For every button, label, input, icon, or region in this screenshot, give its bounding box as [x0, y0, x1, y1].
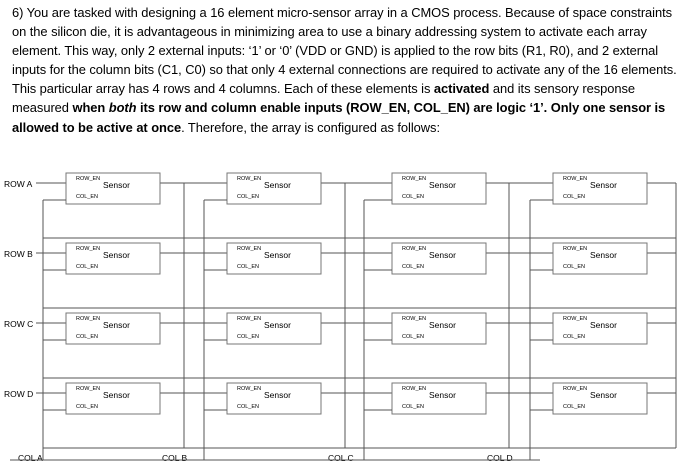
- row-label: ROW A: [4, 179, 33, 189]
- sensor-label: Sensor: [103, 180, 130, 190]
- row-en-label: ROW_EN: [76, 246, 101, 252]
- row-label: ROW B: [4, 249, 33, 259]
- question-text-1: 6) You are tasked with designing a 16 element micro-sensor array in a CMOS process. Because of space constraints on the silicon die, it is advantageous in minimizing area to use a binary addressing system to activate each array element. This way, only 2 external inputs: ‘1’ or ‘0’ (VDD or GND) is applied to the row bits (R1, R0), and 2 external inputs for the column bits (C1, C0) so that only 4 external connections are required to activate any of the 16 elements. This particular array has 4 rows and 4 columns. Each of these elements is: [12, 5, 677, 97]
- col-en-label: COL_EN: [402, 194, 425, 200]
- col-en-label: COL_EN: [563, 264, 586, 270]
- row-en-label: ROW_EN: [402, 176, 427, 182]
- sensor-array-diagram: [0, 170, 693, 469]
- row-en-label: ROW_EN: [402, 386, 427, 392]
- col-en-label: COL_EN: [563, 334, 586, 340]
- sensor-label: Sensor: [264, 180, 291, 190]
- sensor-label: Sensor: [264, 320, 291, 330]
- col-en-label: COL_EN: [237, 264, 260, 270]
- question-bold-condition: its row and column enable inputs (ROW_EN, COL_EN) are logic ‘1’. Only one sensor is allowed to be active at once: [12, 100, 666, 135]
- sensor-label: Sensor: [590, 320, 617, 330]
- row-en-label: ROW_EN: [402, 246, 427, 252]
- sensor-label: Sensor: [264, 250, 291, 260]
- row-en-label: ROW_EN: [563, 246, 588, 252]
- row-en-label: ROW_EN: [563, 176, 588, 182]
- col-en-label: COL_EN: [563, 194, 586, 200]
- row-label: ROW C: [4, 319, 34, 329]
- col-label: COL B: [162, 453, 188, 463]
- sensor-label: Sensor: [103, 320, 130, 330]
- sensor-label: Sensor: [429, 390, 456, 400]
- col-en-label: COL_EN: [76, 404, 99, 410]
- row-en-label: ROW_EN: [237, 386, 262, 392]
- col-en-label: COL_EN: [76, 264, 99, 270]
- problem-statement: [12, 3, 688, 137]
- row-en-label: ROW_EN: [402, 316, 427, 322]
- row-en-label: ROW_EN: [76, 386, 101, 392]
- row-en-label: ROW_EN: [76, 316, 101, 322]
- col-en-label: COL_EN: [76, 334, 99, 340]
- col-label: COL A: [18, 453, 43, 463]
- sensor-label: Sensor: [264, 390, 291, 400]
- sensor-label: Sensor: [590, 180, 617, 190]
- col-en-label: COL_EN: [237, 404, 260, 410]
- question-text-2: and its sensory response measured: [12, 81, 635, 116]
- col-label: COL C: [328, 453, 354, 463]
- row-en-label: ROW_EN: [237, 176, 262, 182]
- row-en-label: ROW_EN: [237, 246, 262, 252]
- col-en-label: COL_EN: [402, 264, 425, 270]
- col-en-label: COL_EN: [402, 404, 425, 410]
- col-en-label: COL_EN: [76, 194, 99, 200]
- question-text-3: . Therefore, the array is configured as follows:: [181, 119, 440, 135]
- col-en-label: COL_EN: [563, 404, 586, 410]
- row-label: ROW D: [4, 389, 34, 399]
- row-en-label: ROW_EN: [563, 386, 588, 392]
- sensor-label: Sensor: [429, 320, 456, 330]
- sensor-label: Sensor: [103, 390, 130, 400]
- col-en-label: COL_EN: [237, 334, 260, 340]
- question-bold-activated: activated: [433, 81, 490, 97]
- sensor-label: Sensor: [429, 250, 456, 260]
- sensor-label: Sensor: [429, 180, 456, 190]
- sensor-label: Sensor: [590, 390, 617, 400]
- question-bold-italic-both: both: [108, 100, 137, 116]
- sensor-label: Sensor: [590, 250, 617, 260]
- question-bold-when: when: [72, 100, 109, 116]
- row-en-label: ROW_EN: [76, 176, 101, 182]
- row-en-label: ROW_EN: [237, 316, 262, 322]
- col-en-label: COL_EN: [402, 334, 425, 340]
- row-en-label: ROW_EN: [563, 316, 588, 322]
- sensor-label: Sensor: [103, 250, 130, 260]
- col-en-label: COL_EN: [237, 194, 260, 200]
- col-label: COL D: [487, 453, 513, 463]
